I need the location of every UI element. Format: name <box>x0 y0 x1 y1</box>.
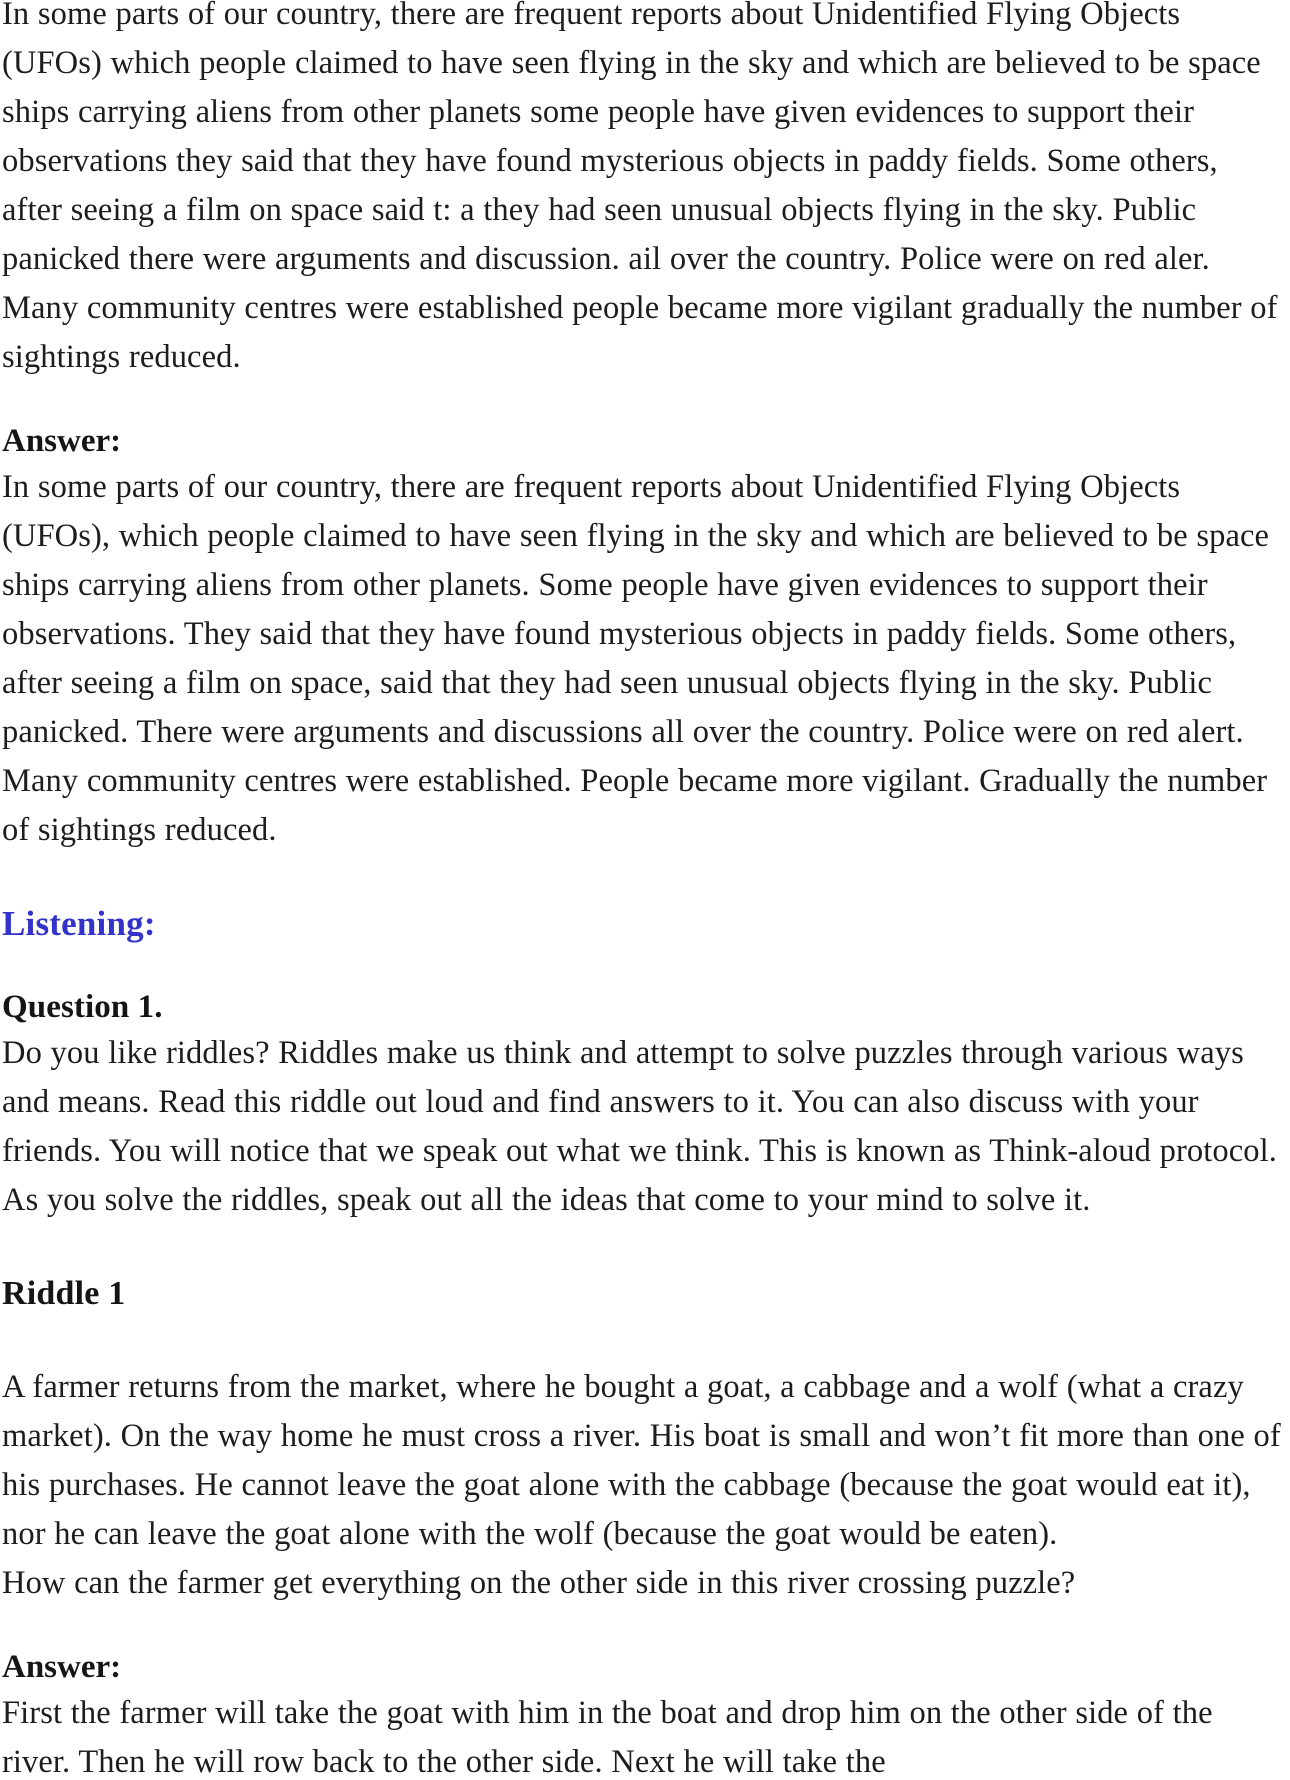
passage-paragraph: In some parts of our country, there are frequent reports about Unidentified Flying Objects (UFOs) which people claimed to have seen flying in the sky and which are believed to be space ships carrying aliens from other planets some people have given evidences to support their observations they said that they have found mysterious objects in paddy fields. Some others, after seeing a film on space said t: a they had seen unusual objects flying in the sky. Public panicked there were arguments and discussion. ail over the country. Police were on red aler. Many community centres were established people became more vigilant gradually the number of sightings reduced. <box>2 0 1278 375</box>
answer-label-second: Answer: <box>2 1649 122 1685</box>
spacer <box>2 1608 1282 1646</box>
answer-paragraph-second: First the farmer will take the goat with him in the boat and drop him on the other side of the river. Then he will row back to the other side. Next he will take the <box>2 1695 1213 1780</box>
question-label: Question 1. <box>2 989 163 1025</box>
riddle-heading: Riddle 1 <box>2 1275 126 1312</box>
spacer <box>2 1225 1282 1271</box>
riddle-question-line: How can the farmer get everything on the other side in this river crossing puzzle? <box>2 1565 1076 1601</box>
riddle-paragraph: A farmer returns from the market, where he bought a goat, a cabbage and a wolf (what a crazy market). On the way home he must cross a river. His boat is small and won’t fit more than one of his purchases. He cannot leave the goat alone with the cabbage (because the goat would eat it), nor he can leave the goat alone with the wolf (because the goat would be eaten). <box>2 1369 1281 1552</box>
question-paragraph: Do you like riddles? Riddles make us think and attempt to solve puzzles through various ways and means. Read this riddle out loud and find answers to it. You can also discuss with your friends. You will notice that we speak out what we think. This is known as Think-aloud protocol. As you solve the riddles, speak out all the ideas that come to your mind to solve it. <box>2 1035 1277 1218</box>
spacer <box>2 947 1282 985</box>
spacer <box>2 855 1282 901</box>
listening-heading: Listening: <box>2 904 156 943</box>
answer-label-first: Answer: <box>2 423 122 459</box>
spacer <box>2 382 1282 420</box>
spacer <box>2 1317 1282 1363</box>
answer-paragraph-first: In some parts of our country, there are frequent reports about Unidentified Flying Objects (UFOs), which people claimed to have seen flying in the sky and which are believed to be space ships carrying aliens from other planets. Some people have given evidences to support their observations. They said that they have found mysterious objects in paddy fields. Some others, after seeing a film on space, said that they had seen unusual objects flying in the sky. Public panicked. There were arguments and discussions all over the country. Police were on red alert. Many community centres were established. People became more vigilant. Gradually the number of sightings reduced. <box>2 469 1270 848</box>
